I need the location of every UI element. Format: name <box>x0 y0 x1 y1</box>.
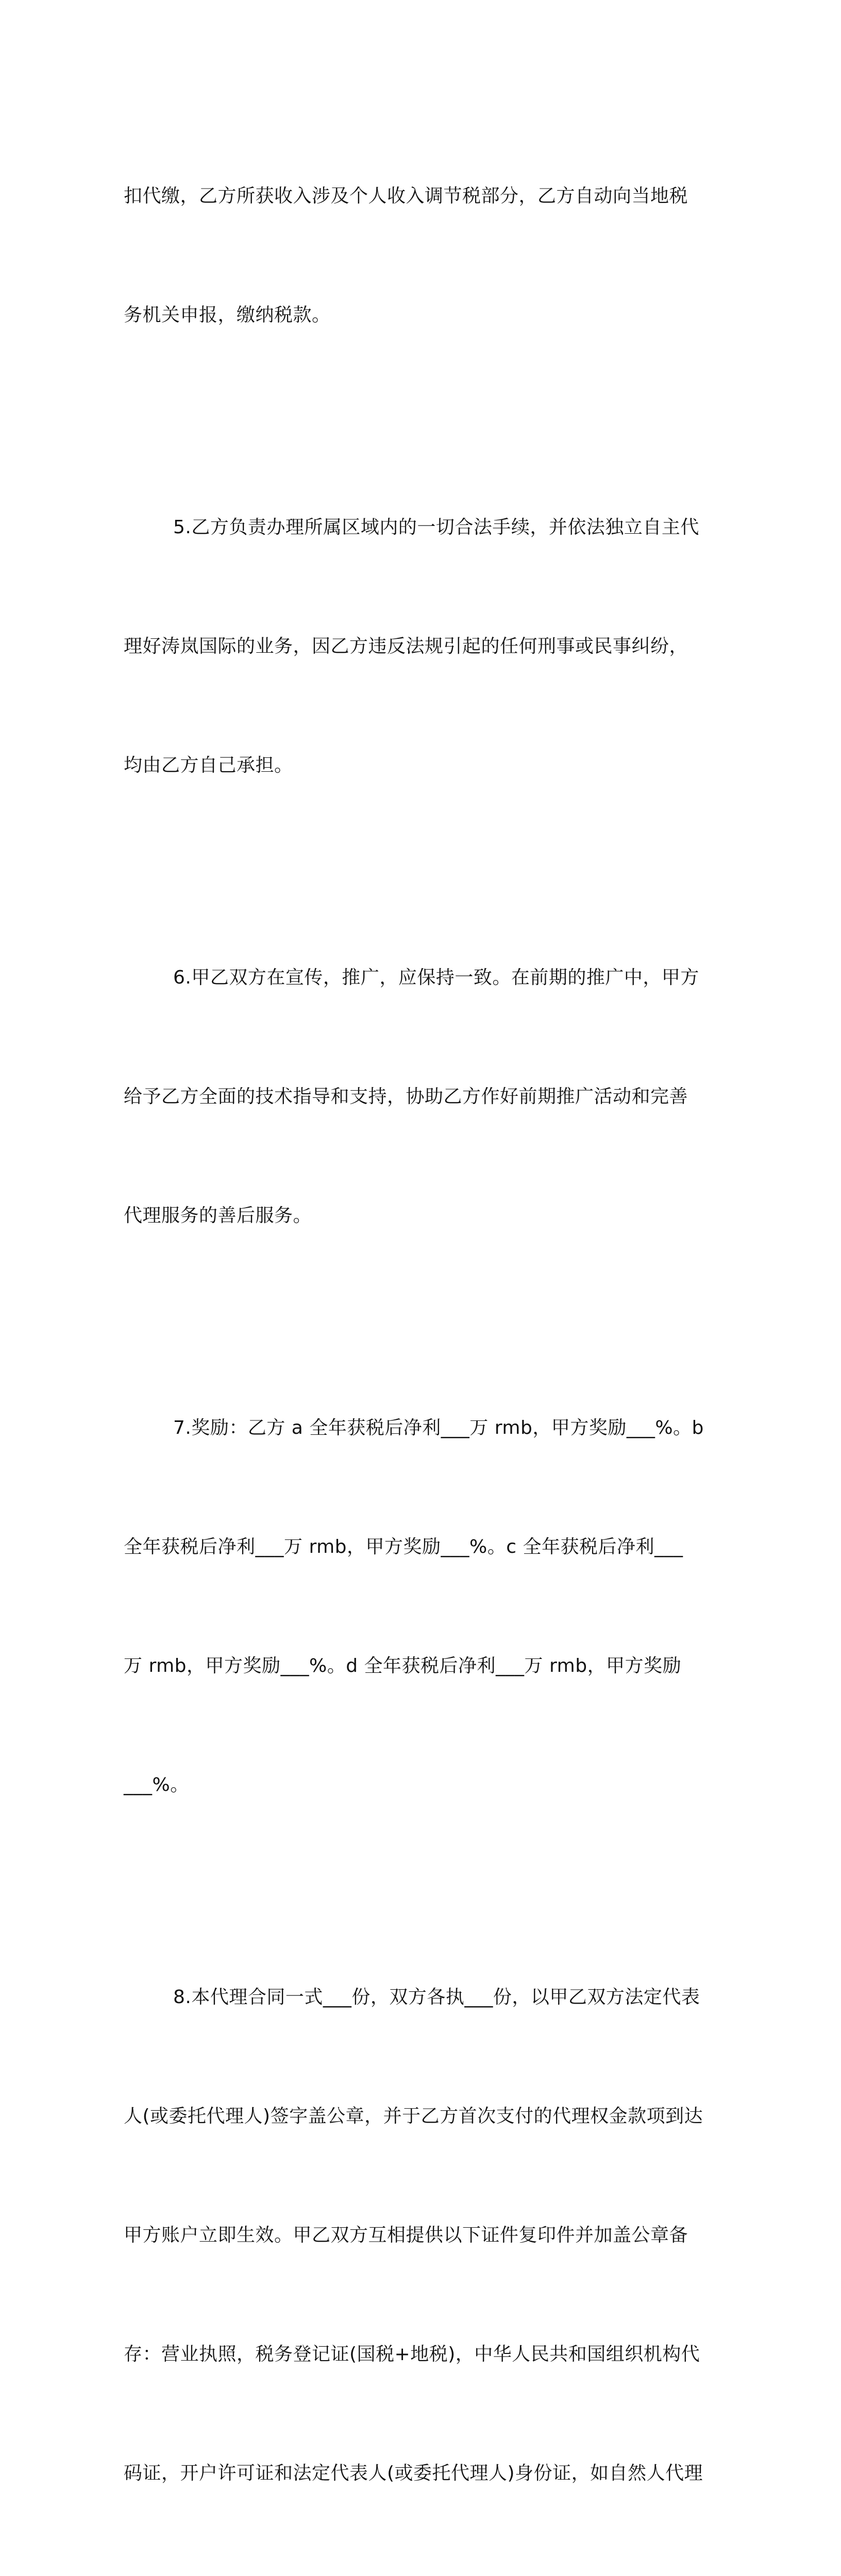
text-line: ___%。 <box>124 1774 189 1795</box>
text-line: 万 rmb，甲方奖励___%。d 全年获税后净利___万 rmb，甲方奖励 <box>124 1655 682 1676</box>
text-line: 理好涛岚国际的业务，因乙方违反法规引起的任何刑事或民事纠纷， <box>124 636 688 657</box>
paragraph-clause-5 <box>124 428 721 865</box>
paragraph-clause-7 <box>124 1329 721 1884</box>
text-line <box>124 2572 721 2576</box>
text-line: 5.乙方负责办理所属区域内的一切合法手续，并依法独立自主代 <box>173 517 699 538</box>
text-line: 存：营业执照，税务登记证(国税+地税)，中华人民共和国组织机构代 <box>124 2344 700 2365</box>
text-line: 代理服务的善后服务。 <box>124 1205 312 1226</box>
text-line: 人(或委托代理人)签字盖公章，并于乙方首次支付的代理权金款项到达 <box>124 2106 703 2127</box>
text-line: 给予乙方全面的技术指导和支持，协助乙方作好前期推广活动和完善 <box>124 1086 688 1107</box>
text-line: 甲方账户立即生效。甲乙双方互相提供以下证件复印件并加盖公章备 <box>124 2225 688 2246</box>
text-line: 全年获税后净利___万 rmb，甲方奖励___%。c 全年获税后净利___ <box>124 1536 683 1557</box>
document-body <box>124 97 721 2576</box>
text-line: 6.甲乙双方在宣传，推广，应保持一致。在前期的推广中，甲方 <box>173 967 699 988</box>
paragraph-clause-6 <box>124 878 721 1315</box>
text-line: 均由乙方自己承担。 <box>124 755 293 776</box>
text-line: 8.本代理合同一式___份，双方各执___份，以甲乙双方法定代表 <box>173 1987 700 2008</box>
paragraph-tax <box>124 97 721 414</box>
paragraph-clause-8 <box>124 1898 721 2576</box>
text-line: 7.奖励：乙方 a 全年获税后净利___万 rmb，甲方奖励___%。b <box>173 1417 704 1438</box>
text-line: 务机关申报，缴纳税款。 <box>124 304 331 326</box>
text-line: 码证，开户许可证和法定代表人(或委托代理人)身份证，如自然人代理 <box>124 2463 703 2484</box>
text-line: 扣代缴，乙方所获收入涉及个人收入调节税部分，乙方自动向当地税 <box>124 185 688 207</box>
